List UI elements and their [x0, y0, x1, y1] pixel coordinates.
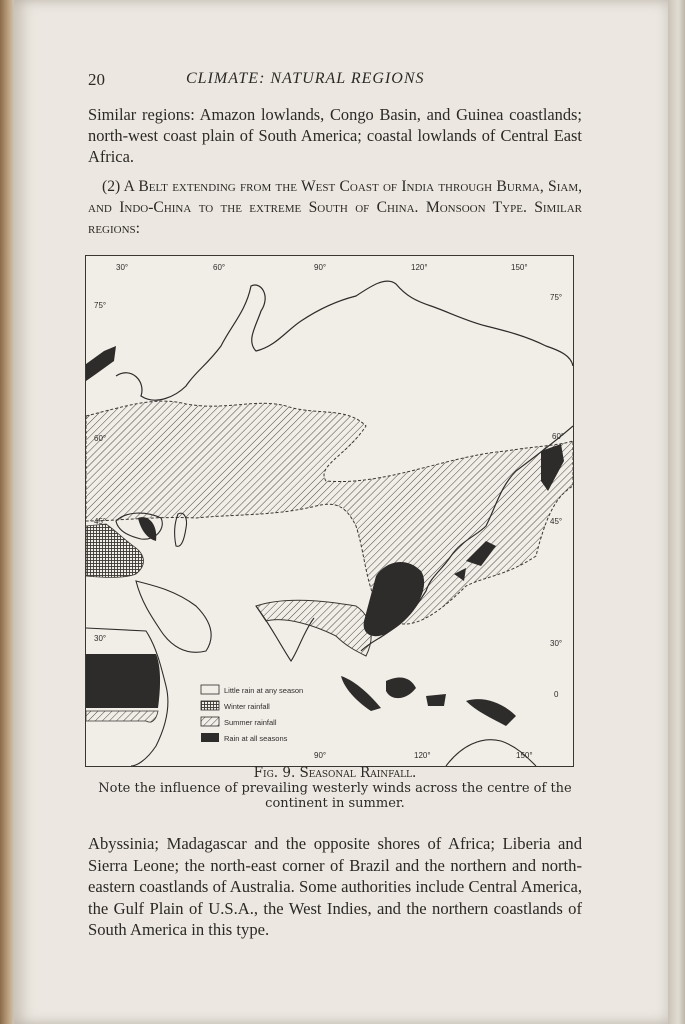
legend-label-little-rain: Little rain at any season [224, 686, 304, 695]
lon-bottom-150: 150° [516, 751, 533, 760]
caption-figure-title: Fig. 9. Seasonal Rainfall. [253, 765, 417, 781]
lon-top-30: 30° [116, 263, 129, 272]
paragraph-similar-regions-list: Abyssinia; Madagascar and the opposite shores of Africa; Liberia and Sierra Leone; the north-east corner of Brazil and the northern and north-eastern coastlands of Australia. Some authorities include Central America, the Gulf Plain of U.S.A., the West Indies, and the northern coastlands of South America in this type. [88, 834, 582, 939]
paragraph-similar-regions: Similar regions: Amazon lowlands, Congo Basin, and Guinea coastlands; north-west coast plain of South America; coastal lowlands of Central East Africa. [88, 105, 582, 166]
lon-top-120: 120° [411, 263, 428, 272]
legend-swatch-little-rain [201, 685, 219, 694]
seasonal-rainfall-map [85, 255, 574, 767]
lat-left-30: 30° [94, 634, 107, 643]
page-edge [668, 0, 685, 1024]
caspian-outline [175, 513, 187, 546]
legend-label-winter: Winter rainfall [224, 702, 270, 711]
lon-top-90: 90° [314, 263, 327, 272]
lat-right-75: 75° [550, 293, 563, 302]
arabia-coastline [136, 581, 211, 652]
lat-right-60: 60° [552, 432, 565, 441]
running-head: CLIMATE: NATURAL REGIONS [186, 70, 425, 87]
africa-summer-zone [86, 711, 158, 722]
legend-swatch-summer [201, 717, 219, 726]
map-legend [201, 685, 303, 743]
lat-left-45: 45° [94, 517, 107, 526]
caption-note: Note the influence of prevailing westerly winds across the centre of the continent in summer. [98, 781, 572, 811]
africa-rain-zone [86, 654, 160, 708]
lat-right-0: 0 [554, 690, 559, 699]
lon-bottom-120: 120° [414, 751, 431, 760]
map-svg [86, 256, 573, 766]
legend-label-summer: Summer rainfall [224, 718, 277, 727]
lat-left-75: 75° [94, 301, 107, 310]
legend-label-all-seasons: Rain at all seasons [224, 734, 288, 743]
legend-swatch-all-seasons [201, 733, 219, 742]
legend-swatch-winter [201, 701, 219, 710]
page-header [88, 70, 588, 94]
lat-right-45: 45° [550, 517, 563, 526]
indonesia-rain-zone [341, 676, 516, 726]
lat-left-60: 60° [94, 434, 107, 443]
lon-top-60: 60° [213, 263, 226, 272]
lat-right-30: 30° [550, 639, 563, 648]
lon-top-150: 150° [511, 263, 528, 272]
mediterranean-winter-zone [86, 524, 144, 577]
top-longitude-labels [116, 263, 528, 272]
lon-bottom-90: 90° [314, 751, 327, 760]
page-number: 20 [88, 70, 105, 89]
asia-coastline [116, 281, 573, 400]
paragraph-monsoon-belt: (2) A Belt extending from the West Coast of India through Burma, Siam, and Indo-China to the extreme South of China. Monsoon Type. Similar regions: [88, 178, 582, 237]
norway-rain-zone [86, 346, 116, 381]
summer-rainfall-zone [86, 401, 573, 624]
figure-caption [85, 766, 585, 811]
bottom-longitude-labels [314, 751, 533, 760]
india-monsoon-zone [256, 600, 371, 656]
